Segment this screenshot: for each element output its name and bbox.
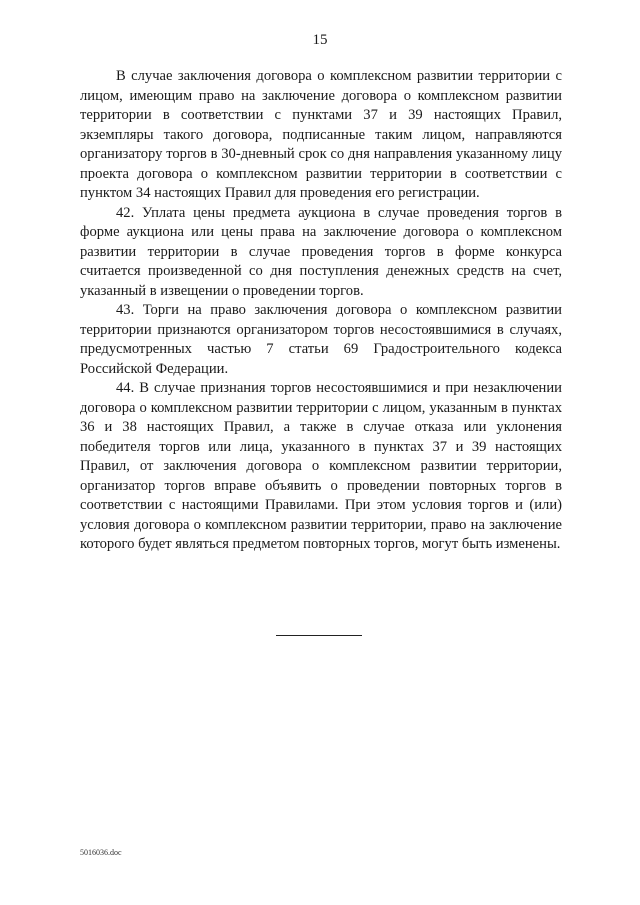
paragraph-43: 43. Торги на право заключения договора о комплексном развитии территории признаются организатором торгов несостоявшимися в случаях, предусмотренных частью 7 статьи 69 Градостроительного кодекса Российской Федерации. <box>80 302 562 377</box>
end-separator-line <box>276 635 362 636</box>
file-name-footer: 5016036.doc <box>80 848 122 857</box>
paragraph-42: 42. Уплата цены предмета аукциона в случае проведения торгов в форме аукциона или цены права на заключение договора о комплексном развитии территории в случае проведения торгов в форме конкурса считается произведенной со дня поступления денежных средств на счет, указанный в извещении о проведении торгов. <box>80 204 562 299</box>
paragraph-44: 44. В случае признания торгов несостоявшимися и при незаключении договора о комплексном развитии территории с лицом, указанным в пунктах 36 и 38 настоящих Правил, а также в случае отказа или уклонения победителя торгов или лица, указанного в пунктах 37 и 39 настоящих Правил, от заключения договора о комплексном развитии территории, организатор торгов вправе объявить о проведении повторных торгов в соответствии с настоящими Правилами. При этом условия торгов и (или) условия договора о комплексном развитии территории, право на заключение которого будет являться предметом повторных торгов, могут быть изменены. <box>80 380 562 552</box>
paragraph-contract-copies: В случае заключения договора о комплексном развитии территории с лицом, имеющим право на заключение договора о комплексном развитии территории в соответствии с пунктами 37 и 39 настоящих Правил, экземпляры такого договора, подписанные таким лицом, направляются организатору торгов в 30-дневный срок со дня направления указанному лицу проекта договора о комплексном развитии территории в соответствии с пунктом 34 настоящих Правил для проведения его регистрации. <box>80 68 562 201</box>
document-body <box>80 67 562 555</box>
page-number: 15 <box>312 32 328 48</box>
